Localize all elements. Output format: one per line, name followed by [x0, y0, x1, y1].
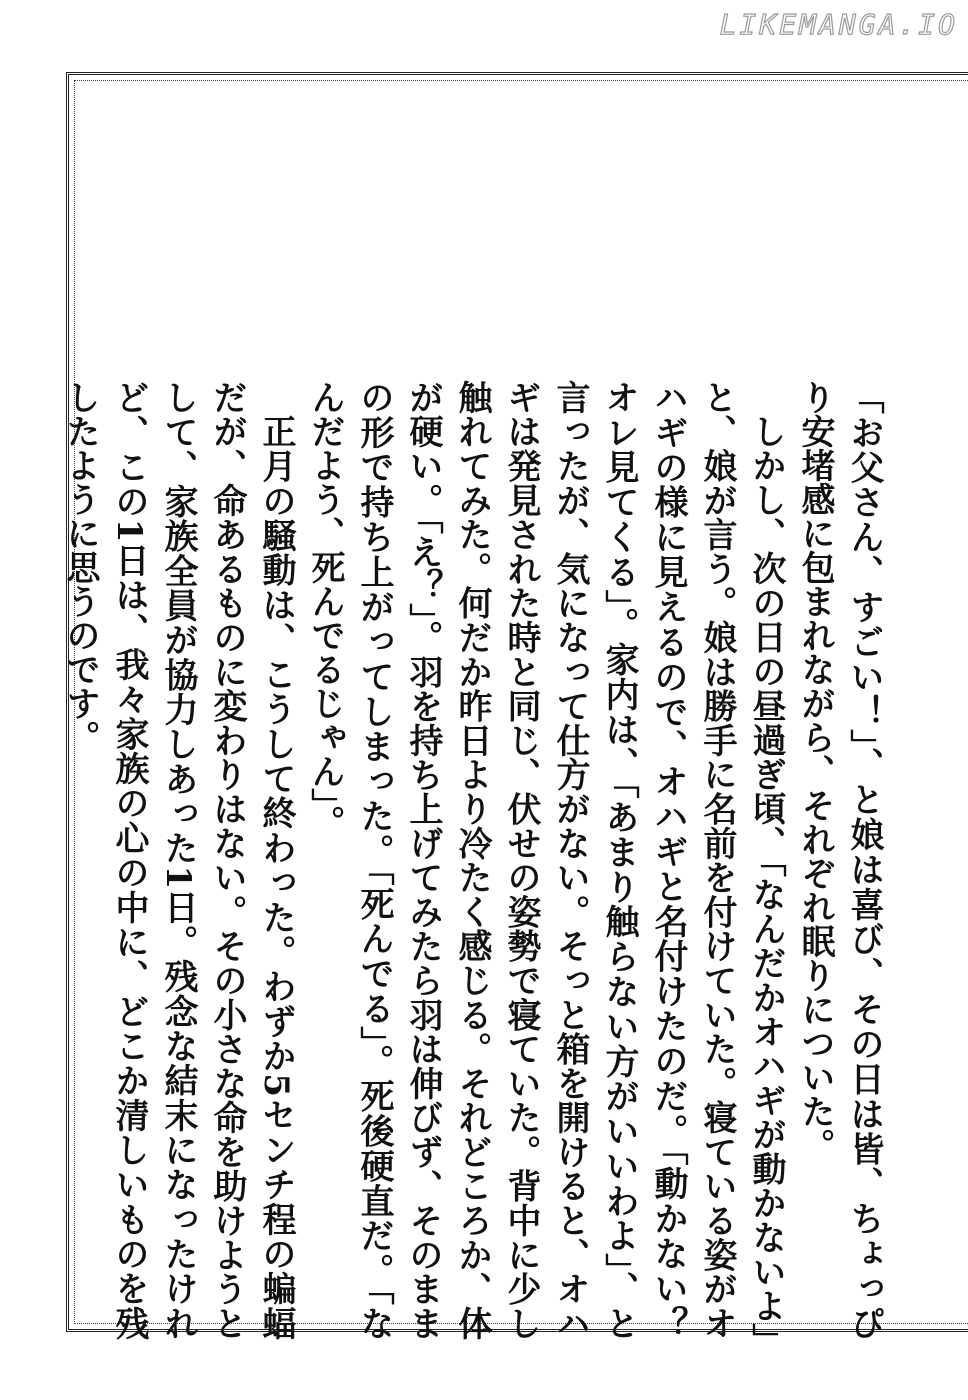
paragraph-3: 正月の騒動は、こうして終わった。わずか5センチ程の蝙蝠だが、命あるものに変わりはない。その小さな命を助けようとして、家族全員が協力しあった1日。残念な結末になったけれど、この1日は、我々家族の心の中に、どこか清しいものを残したように思うのです。 — [60, 380, 296, 1340]
watermark: LIKEMANGA.IO — [719, 8, 958, 41]
body-text — [55, 380, 888, 1374]
paragraph-1: 「お父さん、すごい！」、と娘は喜び、その日は皆、ちょっぴり安堵感に包まれながら、それぞれ眠りについた。 — [795, 380, 884, 1340]
paragraph-2: しかし、次の日の昼過ぎ頃、「なんだかオハギが動かないよ」と、娘が言う。娘は勝手に名前を付けていた。寝ている姿がオハギの様に見えるので、オハギと名付けたのだ。「動かない？ オレ見てくる」。家内は、「あまり触らない方がいいわよ」、と言ったが、気になって仕方がない。そっと箱を開けると、オハギは発見された時と同じ、伏せの姿勢で寝ていた。背中に少し触れてみた。何だか昨日より冷たく感じる。それどころか、体が硬い。「え？」。羽を持ち上げてみたら羽は伸びず、そのままの形で持ち上がってしまった。「死んでる」。死後硬直だ。「なんだよう、死んでるじゃん」。 — [305, 380, 786, 1374]
